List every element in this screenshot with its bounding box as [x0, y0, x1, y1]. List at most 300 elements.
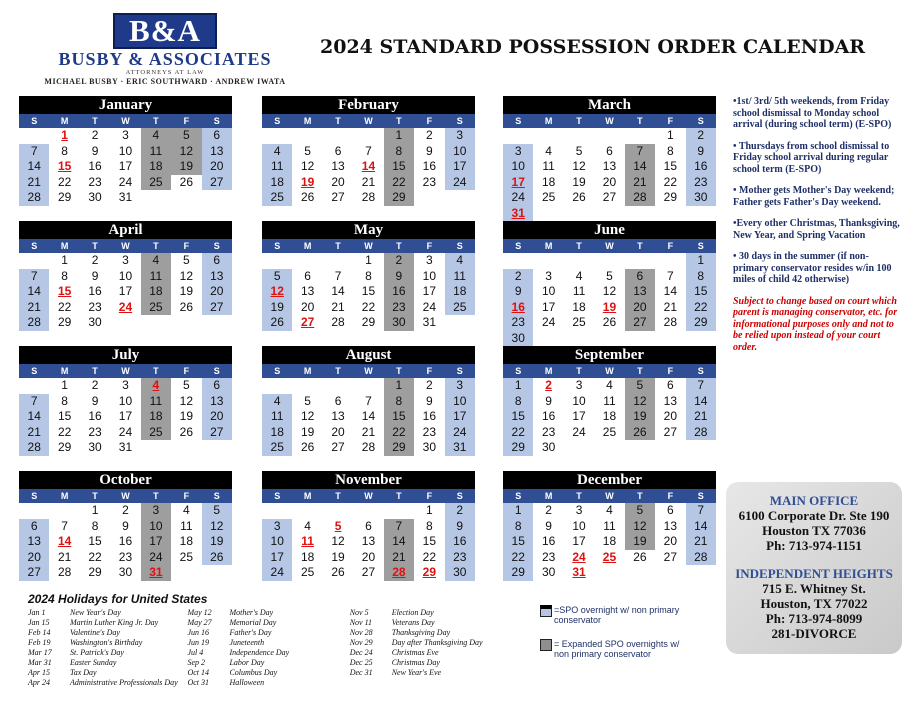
- holiday-date: Feb 14: [28, 628, 51, 637]
- day-cell: 11: [141, 269, 171, 285]
- empty-day: [533, 128, 563, 144]
- empty-day: [292, 128, 322, 144]
- holiday-date: Nov 11: [349, 618, 372, 627]
- day-cell: 5: [182, 253, 190, 267]
- day-cell: 10: [422, 268, 436, 283]
- day-cell: 1: [384, 128, 414, 144]
- empty-day: [19, 128, 49, 144]
- week-row: [19, 253, 232, 269]
- day-cell: 3: [262, 519, 292, 535]
- day-cell: 14: [686, 394, 716, 410]
- ih-office-title: INDEPENDENT HEIGHTS: [735, 566, 893, 581]
- empty-day: [292, 378, 322, 394]
- day-cell: 27: [300, 315, 315, 329]
- day-cell: 13: [663, 518, 677, 533]
- day-cell: 3: [575, 503, 583, 517]
- day-cell: 2: [91, 378, 99, 392]
- day-cell: 4: [262, 144, 292, 160]
- weekday-label: M: [60, 116, 69, 126]
- day-cell: 12: [625, 519, 655, 535]
- weekday-label: T: [396, 366, 402, 376]
- day-cell: 28: [686, 550, 716, 566]
- week-row: [19, 394, 232, 410]
- holiday-name: Father's Day: [229, 628, 272, 637]
- weekday-label: S: [697, 116, 704, 126]
- week-row: [262, 175, 475, 191]
- month-title: July: [19, 346, 232, 364]
- day-cell: 30: [88, 440, 102, 454]
- empty-day: [686, 331, 716, 347]
- day-cell: 19: [171, 159, 201, 175]
- empty-day: [323, 253, 353, 269]
- empty-day: [564, 331, 594, 347]
- day-cell: 4: [606, 503, 613, 517]
- weekday-label: S: [31, 116, 38, 126]
- day-cell: 22: [686, 300, 716, 316]
- weekday-header: [19, 364, 232, 378]
- week-row: [262, 534, 475, 550]
- week-row: [19, 144, 232, 160]
- month-march: [503, 96, 716, 221]
- day-cell: 19: [602, 299, 617, 314]
- day-cell: 21: [19, 175, 49, 191]
- empty-day: [19, 503, 49, 519]
- holiday-name: Valentine's Day: [70, 628, 120, 637]
- day-cell: 10: [118, 143, 133, 158]
- weekday-label: S: [456, 366, 463, 376]
- holiday-row: [187, 618, 349, 628]
- week-row: [503, 440, 716, 456]
- weekday-label: T: [153, 491, 159, 501]
- day-cell: 23: [88, 299, 102, 314]
- day-cell: 18: [141, 159, 171, 175]
- holiday-date: Jun 19: [187, 638, 210, 647]
- day-cell: 2: [425, 378, 433, 392]
- week-row: [262, 565, 475, 581]
- day-cell: 15: [384, 409, 414, 425]
- day-cell: 19: [179, 409, 193, 423]
- weekday-label: T: [396, 241, 402, 251]
- day-cell: 2: [545, 503, 552, 517]
- day-cell: 7: [686, 378, 716, 394]
- day-cell: 29: [384, 440, 414, 456]
- day-cell: 19: [331, 549, 345, 564]
- day-cell: 3: [445, 378, 475, 394]
- holiday-name: Easter Sunday: [70, 658, 117, 667]
- day-cell: 22: [57, 299, 72, 314]
- empty-day: [171, 440, 201, 456]
- empty-day: [262, 253, 292, 269]
- day-cell: 19: [300, 424, 315, 439]
- day-cell: 15: [384, 159, 414, 175]
- empty-day: [202, 440, 232, 456]
- holiday-date: Nov 28: [349, 628, 373, 637]
- weekday-label: F: [667, 366, 674, 376]
- holiday-date: Jan 1: [28, 608, 46, 617]
- day-cell: 11: [262, 409, 292, 425]
- day-cell: 23: [118, 549, 133, 564]
- day-cell: 11: [141, 394, 171, 410]
- holiday-date: Sep 2: [187, 658, 206, 667]
- day-cell: 3: [122, 128, 129, 142]
- day-cell: 20: [19, 550, 49, 566]
- day-cell: 12: [300, 159, 315, 173]
- day-cell: 29: [686, 315, 716, 331]
- weekday-label: T: [576, 491, 582, 501]
- week-row: [262, 300, 475, 316]
- day-cell: 8: [384, 144, 414, 160]
- day-cell: 2: [91, 253, 99, 267]
- month-april: [19, 221, 232, 331]
- day-cell: 5: [606, 268, 613, 283]
- empty-day: [445, 190, 475, 206]
- weekday-label: T: [92, 116, 98, 126]
- day-cell: 17: [572, 409, 586, 423]
- day-cell: 12: [331, 534, 345, 548]
- day-cell: 6: [19, 519, 49, 535]
- day-cell: 10: [141, 519, 171, 535]
- day-cell: 17: [422, 284, 436, 298]
- day-cell: 26: [572, 190, 586, 204]
- day-cell: 6: [202, 128, 232, 144]
- day-cell: 27: [602, 190, 617, 204]
- month-february: [262, 96, 475, 206]
- weekday-label: W: [605, 116, 614, 126]
- day-cell: 17: [118, 284, 133, 298]
- holiday-name: Day after Thanksgiving Day: [391, 638, 483, 647]
- day-cell: 8: [61, 268, 68, 283]
- holiday-date: Nov 5: [349, 608, 369, 617]
- day-cell: 24: [118, 299, 133, 314]
- weekday-label: S: [31, 491, 38, 501]
- day-cell: 8: [666, 143, 674, 158]
- holiday-date: Oct 31: [187, 678, 210, 687]
- day-cell: 9: [445, 519, 475, 535]
- day-cell: 19: [300, 174, 315, 189]
- day-cell: 23: [88, 424, 102, 439]
- empty-day: [655, 206, 685, 222]
- day-cell: 15: [503, 534, 533, 550]
- day-cell: 23: [422, 174, 436, 189]
- weekday-label: S: [274, 241, 281, 251]
- day-cell: 2: [425, 128, 433, 142]
- weekday-label: T: [576, 241, 582, 251]
- day-cell: 3: [425, 253, 433, 267]
- day-cell: 26: [331, 565, 345, 579]
- month-title: February: [262, 96, 475, 114]
- weekday-label: S: [515, 116, 522, 126]
- holiday-name: New Year's Eve: [391, 668, 442, 677]
- day-cell: 19: [179, 284, 193, 298]
- day-cell: 21: [686, 534, 716, 550]
- day-cell: 4: [445, 253, 475, 269]
- weekday-label: F: [183, 116, 190, 126]
- weekday-header: [262, 489, 475, 503]
- day-cell: 5: [171, 128, 201, 144]
- week-row: [19, 269, 232, 285]
- day-cell: 8: [503, 519, 533, 535]
- day-cell: 1: [503, 503, 533, 519]
- day-cell: 26: [179, 424, 193, 439]
- weekday-label: S: [274, 491, 281, 501]
- day-cell: 21: [331, 299, 345, 314]
- holiday-name: Memorial Day: [229, 618, 277, 627]
- empty-day: [594, 565, 624, 581]
- day-cell: 12: [171, 144, 201, 160]
- day-cell: 23: [686, 175, 716, 191]
- weekday-label: S: [697, 241, 704, 251]
- weekday-label: F: [426, 116, 433, 126]
- empty-day: [353, 128, 383, 144]
- day-cell: 28: [331, 315, 345, 329]
- day-cell: 29: [503, 440, 533, 456]
- month-november: [262, 471, 475, 581]
- day-cell: 29: [422, 565, 436, 579]
- note-item: • 30 days in the summer (if non-primary conservator resides w/in 100 miles of child 42 otherwise): [733, 251, 892, 285]
- weekday-label: W: [605, 491, 614, 501]
- weekday-header: [262, 364, 475, 378]
- week-row: [503, 253, 716, 269]
- day-cell: 5: [334, 518, 342, 533]
- day-cell: 1: [384, 378, 414, 394]
- day-cell: 14: [663, 284, 677, 298]
- legend: [540, 605, 690, 673]
- day-cell: 3: [503, 144, 533, 160]
- holiday-name: Halloween: [229, 678, 265, 687]
- day-cell: 7: [19, 144, 49, 160]
- weekday-label: W: [121, 241, 130, 251]
- day-cell: 1: [365, 253, 372, 267]
- day-cell: 14: [361, 409, 376, 423]
- spo-swatch: [540, 605, 552, 617]
- day-cell: 7: [334, 268, 342, 283]
- weekday-label: S: [515, 241, 522, 251]
- week-row: [503, 206, 716, 222]
- day-cell: 24: [572, 549, 586, 564]
- empty-day: [202, 565, 232, 581]
- day-cell: 30: [541, 565, 556, 579]
- weekday-label: F: [183, 241, 190, 251]
- empty-day: [141, 315, 171, 331]
- day-cell: 7: [666, 268, 674, 283]
- day-cell: 9: [384, 269, 414, 285]
- weekday-label: M: [544, 241, 553, 251]
- day-cell: 9: [122, 518, 129, 533]
- day-cell: 8: [503, 394, 533, 410]
- day-cell: 29: [503, 565, 533, 581]
- day-cell: 6: [334, 393, 342, 408]
- month-title: April: [19, 221, 232, 239]
- week-row: [19, 503, 232, 519]
- day-cell: 11: [572, 284, 586, 298]
- empty-day: [503, 128, 533, 144]
- day-cell: 31: [141, 565, 171, 581]
- day-cell: 14: [57, 534, 72, 548]
- empty-day: [594, 128, 624, 144]
- month-title: September: [503, 346, 716, 364]
- empty-day: [202, 190, 232, 206]
- day-cell: 9: [425, 143, 433, 158]
- holiday-row: [187, 638, 349, 648]
- weekday-header: [19, 239, 232, 253]
- day-cell: 6: [666, 503, 674, 517]
- weekday-label: T: [576, 366, 582, 376]
- holiday-row: [187, 678, 349, 688]
- day-cell: 8: [384, 394, 414, 410]
- holiday-row: [350, 658, 498, 668]
- day-cell: 3: [122, 378, 129, 392]
- day-cell: 17: [445, 159, 475, 175]
- month-january: [19, 96, 232, 206]
- weekday-label: T: [637, 491, 643, 501]
- company-logo: [30, 13, 300, 86]
- day-cell: 16: [422, 409, 436, 423]
- holiday-row: [28, 658, 187, 668]
- holiday-row: [28, 648, 187, 658]
- day-cell: 26: [602, 315, 617, 329]
- week-row: [503, 175, 716, 191]
- weekday-label: W: [364, 366, 373, 376]
- holiday-row: [350, 668, 498, 678]
- day-cell: 21: [361, 424, 376, 439]
- empty-day: [533, 331, 563, 347]
- day-cell: 1: [61, 128, 68, 142]
- day-cell: 15: [57, 409, 72, 423]
- empty-day: [19, 253, 49, 269]
- day-cell: 10: [541, 284, 556, 298]
- day-cell: 11: [445, 269, 475, 285]
- day-cell: 7: [19, 394, 49, 410]
- holiday-date: Dec 31: [349, 668, 373, 677]
- day-cell: 2: [545, 378, 552, 392]
- day-cell: 25: [179, 549, 193, 564]
- day-cell: 21: [57, 549, 72, 564]
- holiday-row: [28, 628, 187, 638]
- holiday-name: Martin Luther King Jr. Day: [70, 618, 159, 627]
- day-cell: 14: [361, 159, 376, 173]
- empty-day: [594, 253, 624, 269]
- day-cell: 30: [422, 440, 436, 454]
- day-cell: 22: [384, 175, 414, 191]
- day-cell: 15: [57, 284, 72, 298]
- day-cell: 12: [602, 284, 617, 298]
- week-row: [503, 315, 716, 331]
- day-cell: 22: [663, 174, 677, 189]
- week-row: [503, 425, 716, 441]
- day-cell: 19: [625, 409, 655, 425]
- day-cell: 23: [541, 424, 556, 439]
- empty-day: [625, 128, 655, 144]
- weekday-label: T: [153, 366, 159, 376]
- day-cell: 12: [262, 284, 292, 300]
- day-cell: 29: [663, 190, 677, 204]
- empty-day: [202, 315, 232, 331]
- day-cell: 8: [686, 269, 716, 285]
- week-row: [503, 409, 716, 425]
- day-cell: 23: [422, 424, 436, 439]
- empty-day: [141, 440, 171, 456]
- holiday-date: Mar 17: [28, 648, 52, 657]
- weekday-header: [503, 114, 716, 128]
- day-cell: 1: [503, 378, 533, 394]
- week-row: [19, 190, 232, 206]
- day-cell: 21: [19, 300, 49, 316]
- weekday-label: T: [637, 366, 643, 376]
- day-cell: 27: [202, 425, 232, 441]
- holiday-row: [350, 628, 498, 638]
- legend-espo-label: = Expanded SPO overnights w/ non primary conservator: [554, 639, 680, 659]
- weekday-header: [19, 114, 232, 128]
- day-cell: 24: [118, 424, 133, 439]
- holiday-name: St. Patrick's Day: [70, 648, 124, 657]
- weekday-label: T: [153, 241, 159, 251]
- holiday-row: [187, 648, 349, 658]
- day-cell: 2: [445, 503, 475, 519]
- holiday-row: [350, 618, 498, 628]
- day-cell: 31: [503, 206, 533, 222]
- weekday-label: F: [667, 116, 674, 126]
- empty-day: [625, 253, 655, 269]
- holiday-date: Apr 24: [28, 678, 50, 687]
- day-cell: 2: [686, 128, 716, 144]
- day-cell: 22: [57, 424, 72, 439]
- day-cell: 30: [88, 315, 102, 329]
- day-cell: 25: [262, 190, 292, 206]
- day-cell: 16: [384, 284, 414, 300]
- holiday-name: Columbus Day: [229, 668, 278, 677]
- week-row: [503, 300, 716, 316]
- day-cell: 16: [88, 159, 102, 173]
- legend-item-spo: [540, 605, 690, 625]
- weekday-label: W: [121, 366, 130, 376]
- day-cell: 18: [262, 175, 292, 191]
- day-cell: 27: [361, 565, 376, 579]
- month-may: [262, 221, 475, 331]
- day-cell: 24: [503, 190, 533, 206]
- day-cell: 28: [663, 315, 677, 329]
- main-office-address: 6100 Corporate Dr. Ste 190: [738, 508, 890, 523]
- day-cell: 30: [541, 440, 556, 454]
- holiday-row: [187, 628, 349, 638]
- day-cell: 17: [503, 175, 533, 191]
- empty-day: [262, 378, 292, 394]
- week-row: [262, 144, 475, 160]
- month-title: October: [19, 471, 232, 489]
- day-cell: 12: [202, 519, 232, 535]
- weekday-label: T: [396, 491, 402, 501]
- day-cell: 28: [19, 190, 49, 206]
- week-row: [503, 144, 716, 160]
- day-cell: 20: [331, 174, 345, 189]
- day-cell: 18: [141, 409, 171, 425]
- month-september: [503, 346, 716, 456]
- day-cell: 10: [118, 268, 133, 283]
- week-row: [19, 519, 232, 535]
- day-cell: 30: [445, 565, 475, 581]
- weekday-label: M: [303, 116, 312, 126]
- day-cell: 15: [503, 409, 533, 425]
- day-cell: 28: [19, 315, 49, 331]
- day-cell: 2: [384, 253, 414, 269]
- day-cell: 15: [663, 159, 677, 173]
- weekday-label: F: [667, 491, 674, 501]
- day-cell: 10: [118, 393, 133, 408]
- weekday-label: S: [274, 116, 281, 126]
- day-cell: 22: [88, 549, 102, 564]
- weekday-label: M: [303, 241, 312, 251]
- office-box: [726, 482, 902, 654]
- weekday-label: F: [426, 241, 433, 251]
